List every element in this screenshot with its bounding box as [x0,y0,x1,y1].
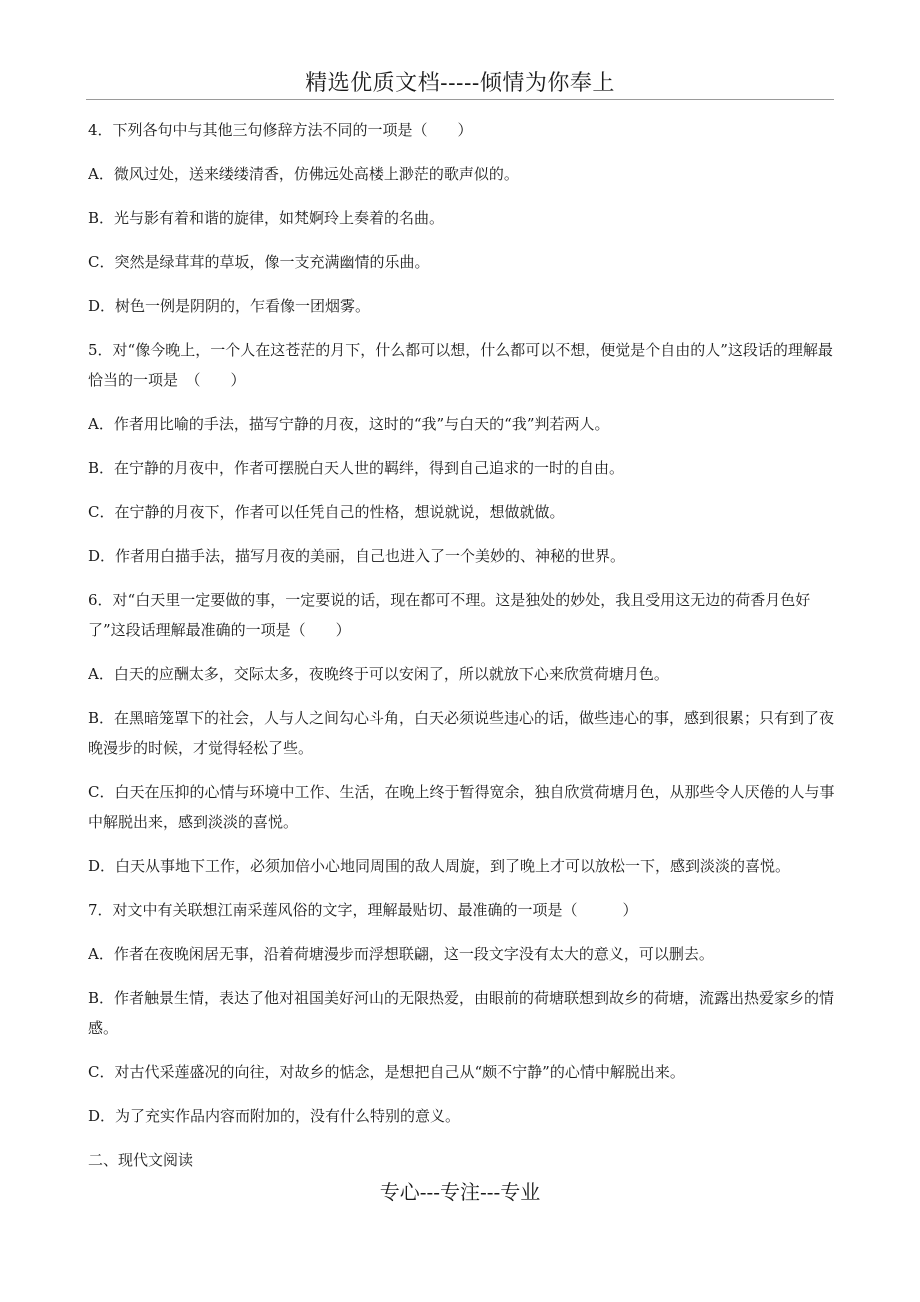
question-7 [88,895,836,1131]
page-footer-text: 专心---专注---专业 [379,1180,541,1204]
question-4-stem: 4．下列各句中与其他三句修辞方法不同的一项是（ ） [88,121,473,139]
question-4-option-d: D．树色一例是阴阴的，乍看像一团烟雾。 [88,297,371,315]
question-4-option-c: C．突然是绿茸茸的草坂，像一支充满幽情的乐曲。 [88,253,430,271]
page-header-title: 精选优质文档-----倾情为你奉上 [305,71,615,96]
question-6 [88,585,836,881]
question-7-option-c: C．对古代采莲盛况的向往，对故乡的惦念，是想把自己从“颇不宁静”的心情中解脱出来。 [88,1063,685,1081]
question-5-option-c: C．在宁静的月夜下，作者可以任凭自己的性格，想说就说，想做就做。 [88,503,565,521]
question-6-option-d: D．白天从事地下工作，必须加倍小心地同周围的敌人周旋，到了晚上才可以放松一下，感到淡淡的喜悦。 [88,857,791,875]
section-heading: 二、现代文阅读 [88,1151,194,1169]
question-5 [88,335,836,571]
question-6-option-b: B．在黑暗笼罩下的社会，人与人之间勾心斗角，白天必须说些违心的话，做些违心的事，感到很累；只有到了夜晚漫步的时候，才觉得轻松了些。 [88,709,835,757]
question-5-stem: 5．对“像今晚上，一个人在这苍茫的月下，什么都可以想，什么都可以不想，便觉是个自由的人”这段话的理解最恰当的一项是 （ ） [88,341,833,389]
header-divider [86,99,834,100]
question-4-option-a: A．微风过处，送来缕缕清香，仿佛远处高楼上渺茫的歌声似的。 [88,165,519,183]
question-5-option-b: B．在宁静的月夜中，作者可摆脱白天人世的羁绊，得到自己追求的一时的自由。 [88,459,625,477]
question-4-option-b: B．光与影有着和谐的旋律，如梵婀玲上奏着的名曲。 [88,209,445,227]
question-5-option-d: D．作者用白描手法，描写月夜的美丽，自己也进入了一个美妙的、神秘的世界。 [88,547,626,565]
question-5-option-a: A．作者用比喻的手法，描写宁静的月夜，这时的“我”与白天的“我”判若两人。 [88,415,610,433]
question-6-option-a: A．白天的应酬太多，交际太多，夜晚终于可以安闲了，所以就放下心来欣赏荷塘月色。 [88,665,669,683]
question-7-stem: 7．对文中有关联想江南采莲风俗的文字，理解最贴切、最准确的一项是（ ） [88,901,638,919]
question-7-option-a: A．作者在夜晚闲居无事，沿着荷塘漫步而浮想联翩，这一段文字没有太大的意义，可以删去。 [88,945,714,963]
question-6-option-c: C．白天在压抑的心情与环境中工作、生活，在晚上终于暂得宽余，独自欣赏荷塘月色，从那些令人厌倦的人与事中解脱出来，感到淡淡的喜悦。 [88,783,835,831]
question-7-option-d: D．为了充实作品内容而附加的，没有什么特别的意义。 [88,1107,461,1125]
document-body [88,115,836,1189]
question-6-stem: 6．对“白天里一定要做的事，一定要说的话，现在都可不理。这是独处的妙处，我且受用这无边的荷香月色好了”这段话理解最准确的一项是（ ） [88,591,811,639]
question-7-option-b: B．作者触景生情，表达了他对祖国美好河山的无限热爱，由眼前的荷塘联想到故乡的荷塘，流露出热爱家乡的情感。 [88,989,835,1037]
question-4 [88,115,836,321]
